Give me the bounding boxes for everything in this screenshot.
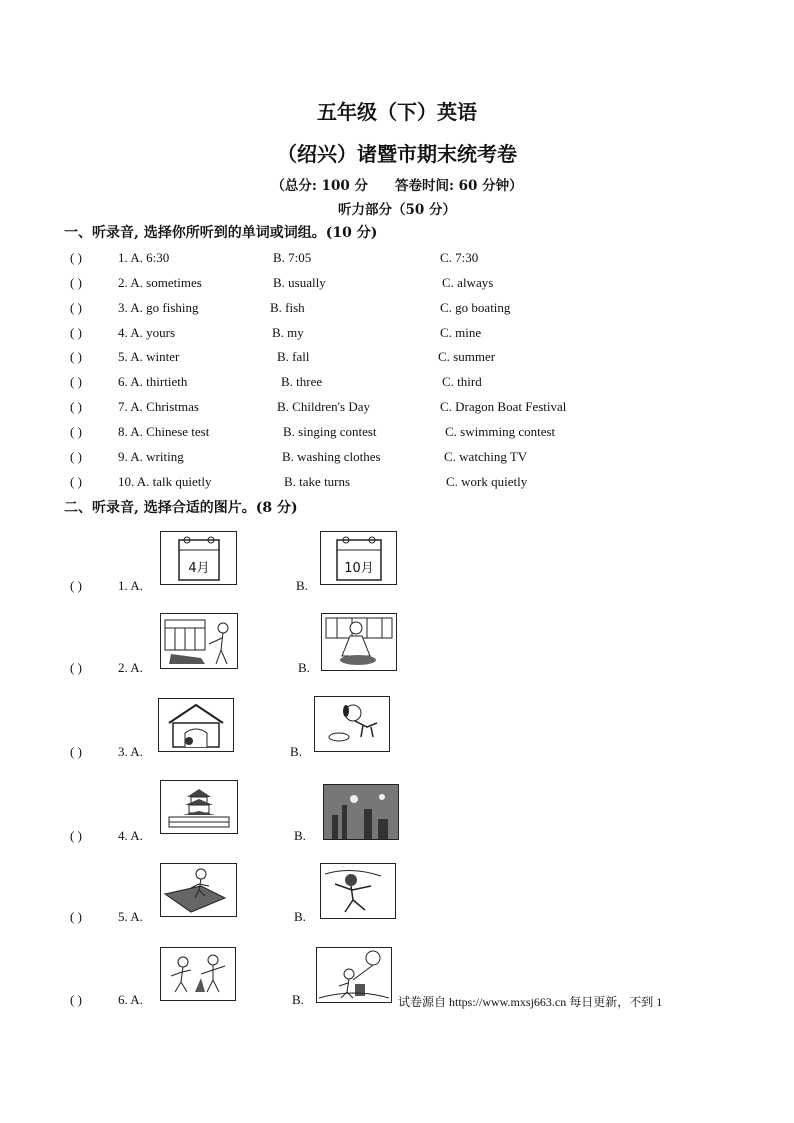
girl-dancing-image	[320, 863, 396, 919]
option-b-label: B.	[296, 578, 308, 593]
answer-blank[interactable]: ( )	[70, 325, 82, 340]
option-c: C. swimming contest	[445, 424, 556, 439]
option-b: B. washing clothes	[282, 449, 381, 464]
dog-house-image	[158, 698, 234, 752]
answer-blank[interactable]: ( )	[70, 828, 82, 843]
answer-blank[interactable]: ( )	[70, 374, 82, 389]
option-a: 9. A. writing	[118, 449, 184, 464]
girl-on-roof-image	[160, 863, 237, 917]
calendar-october-image	[320, 531, 397, 585]
answer-blank[interactable]: ( )	[70, 250, 82, 265]
kids-planting-image	[160, 947, 236, 1001]
washing-clothes-image	[321, 613, 397, 671]
kids-kite-image	[316, 947, 392, 1003]
answer-blank[interactable]: ( )	[70, 424, 82, 439]
section2-heading: 二、听录音, 选择合适的图片。(8 分)	[64, 500, 298, 516]
option-b: B. 7:05	[273, 250, 312, 265]
answer-blank[interactable]: ( )	[70, 474, 82, 489]
option-c: C. third	[442, 374, 482, 389]
option-a: 4. A. yours	[118, 325, 176, 340]
option-b-label: B.	[294, 828, 306, 843]
option-a: 2. A. sometimes	[118, 275, 202, 290]
option-b: B. take turns	[284, 474, 351, 489]
svg-text:10月: 10月	[344, 561, 374, 576]
option-b-label: B.	[294, 909, 306, 924]
answer-blank[interactable]: ( )	[70, 349, 82, 364]
option-a: 7. A. Christmas	[118, 399, 199, 414]
listening-part-heading: 听力部分（50 分）	[338, 202, 456, 218]
option-b-label: B.	[298, 660, 310, 675]
source-footer: 试卷源自 https://www.mxsj663.cn 每日更新，不到 1	[398, 995, 663, 1009]
option-b: B. fall	[277, 349, 310, 364]
answer-blank[interactable]: ( )	[70, 909, 82, 924]
option-b: B. usually	[273, 275, 326, 290]
option-a-label: 4. A.	[118, 828, 143, 843]
option-a: 6. A. thirtieth	[118, 374, 188, 389]
option-c: C. mine	[440, 325, 482, 340]
fireworks-city-image	[323, 784, 399, 840]
option-a: 8. A. Chinese test	[118, 424, 210, 439]
page-title: 五年级（下）英语	[317, 100, 477, 124]
people-cleaning-image	[160, 613, 238, 669]
answer-blank[interactable]: ( )	[70, 449, 82, 464]
answer-blank[interactable]: ( )	[70, 300, 82, 315]
option-c: C. watching TV	[444, 449, 528, 464]
puppy-bowl-image	[314, 696, 390, 752]
option-b-label: B.	[292, 992, 304, 1007]
answer-blank[interactable]: ( )	[70, 399, 82, 414]
answer-blank[interactable]: ( )	[70, 744, 82, 759]
option-c: C. always	[442, 275, 494, 290]
option-b: B. three	[281, 374, 323, 389]
option-c: C. summer	[438, 349, 496, 364]
answer-blank[interactable]: ( )	[70, 275, 82, 290]
option-a-label: 3. A.	[118, 744, 143, 759]
option-b-label: B.	[290, 744, 302, 759]
option-c: C. work quietly	[446, 474, 528, 489]
option-a: 10. A. talk quietly	[118, 474, 212, 489]
option-a: 5. A. winter	[118, 349, 180, 364]
option-a: 3. A. go fishing	[118, 300, 199, 315]
option-a-label: 2. A.	[118, 660, 143, 675]
answer-blank[interactable]: ( )	[70, 992, 82, 1007]
calendar-april-image	[160, 531, 237, 585]
option-c: C. go boating	[440, 300, 511, 315]
exam-meta: （总分: 100 分 答卷时间: 60 分钟）	[271, 178, 523, 194]
option-a-label: 1. A.	[118, 578, 143, 593]
option-b: B. singing contest	[283, 424, 377, 439]
option-b: B. my	[272, 325, 304, 340]
option-a-label: 5. A.	[118, 909, 143, 924]
option-c: C. Dragon Boat Festival	[440, 399, 567, 414]
answer-blank[interactable]: ( )	[70, 578, 82, 593]
option-a: 1. A. 6:30	[118, 250, 170, 265]
option-b: B. fish	[270, 300, 305, 315]
answer-blank[interactable]: ( )	[70, 660, 82, 675]
exam-subtitle: （绍兴）诸暨市期末统考卷	[277, 142, 517, 166]
svg-text:4月: 4月	[188, 561, 210, 576]
temple-of-heaven-image	[160, 780, 238, 834]
section1-heading: 一、听录音, 选择你所听到的单词或词组。(10 分)	[64, 225, 378, 241]
option-b: B. Children's Day	[277, 399, 370, 414]
option-a-label: 6. A.	[118, 992, 143, 1007]
option-c: C. 7:30	[440, 250, 479, 265]
